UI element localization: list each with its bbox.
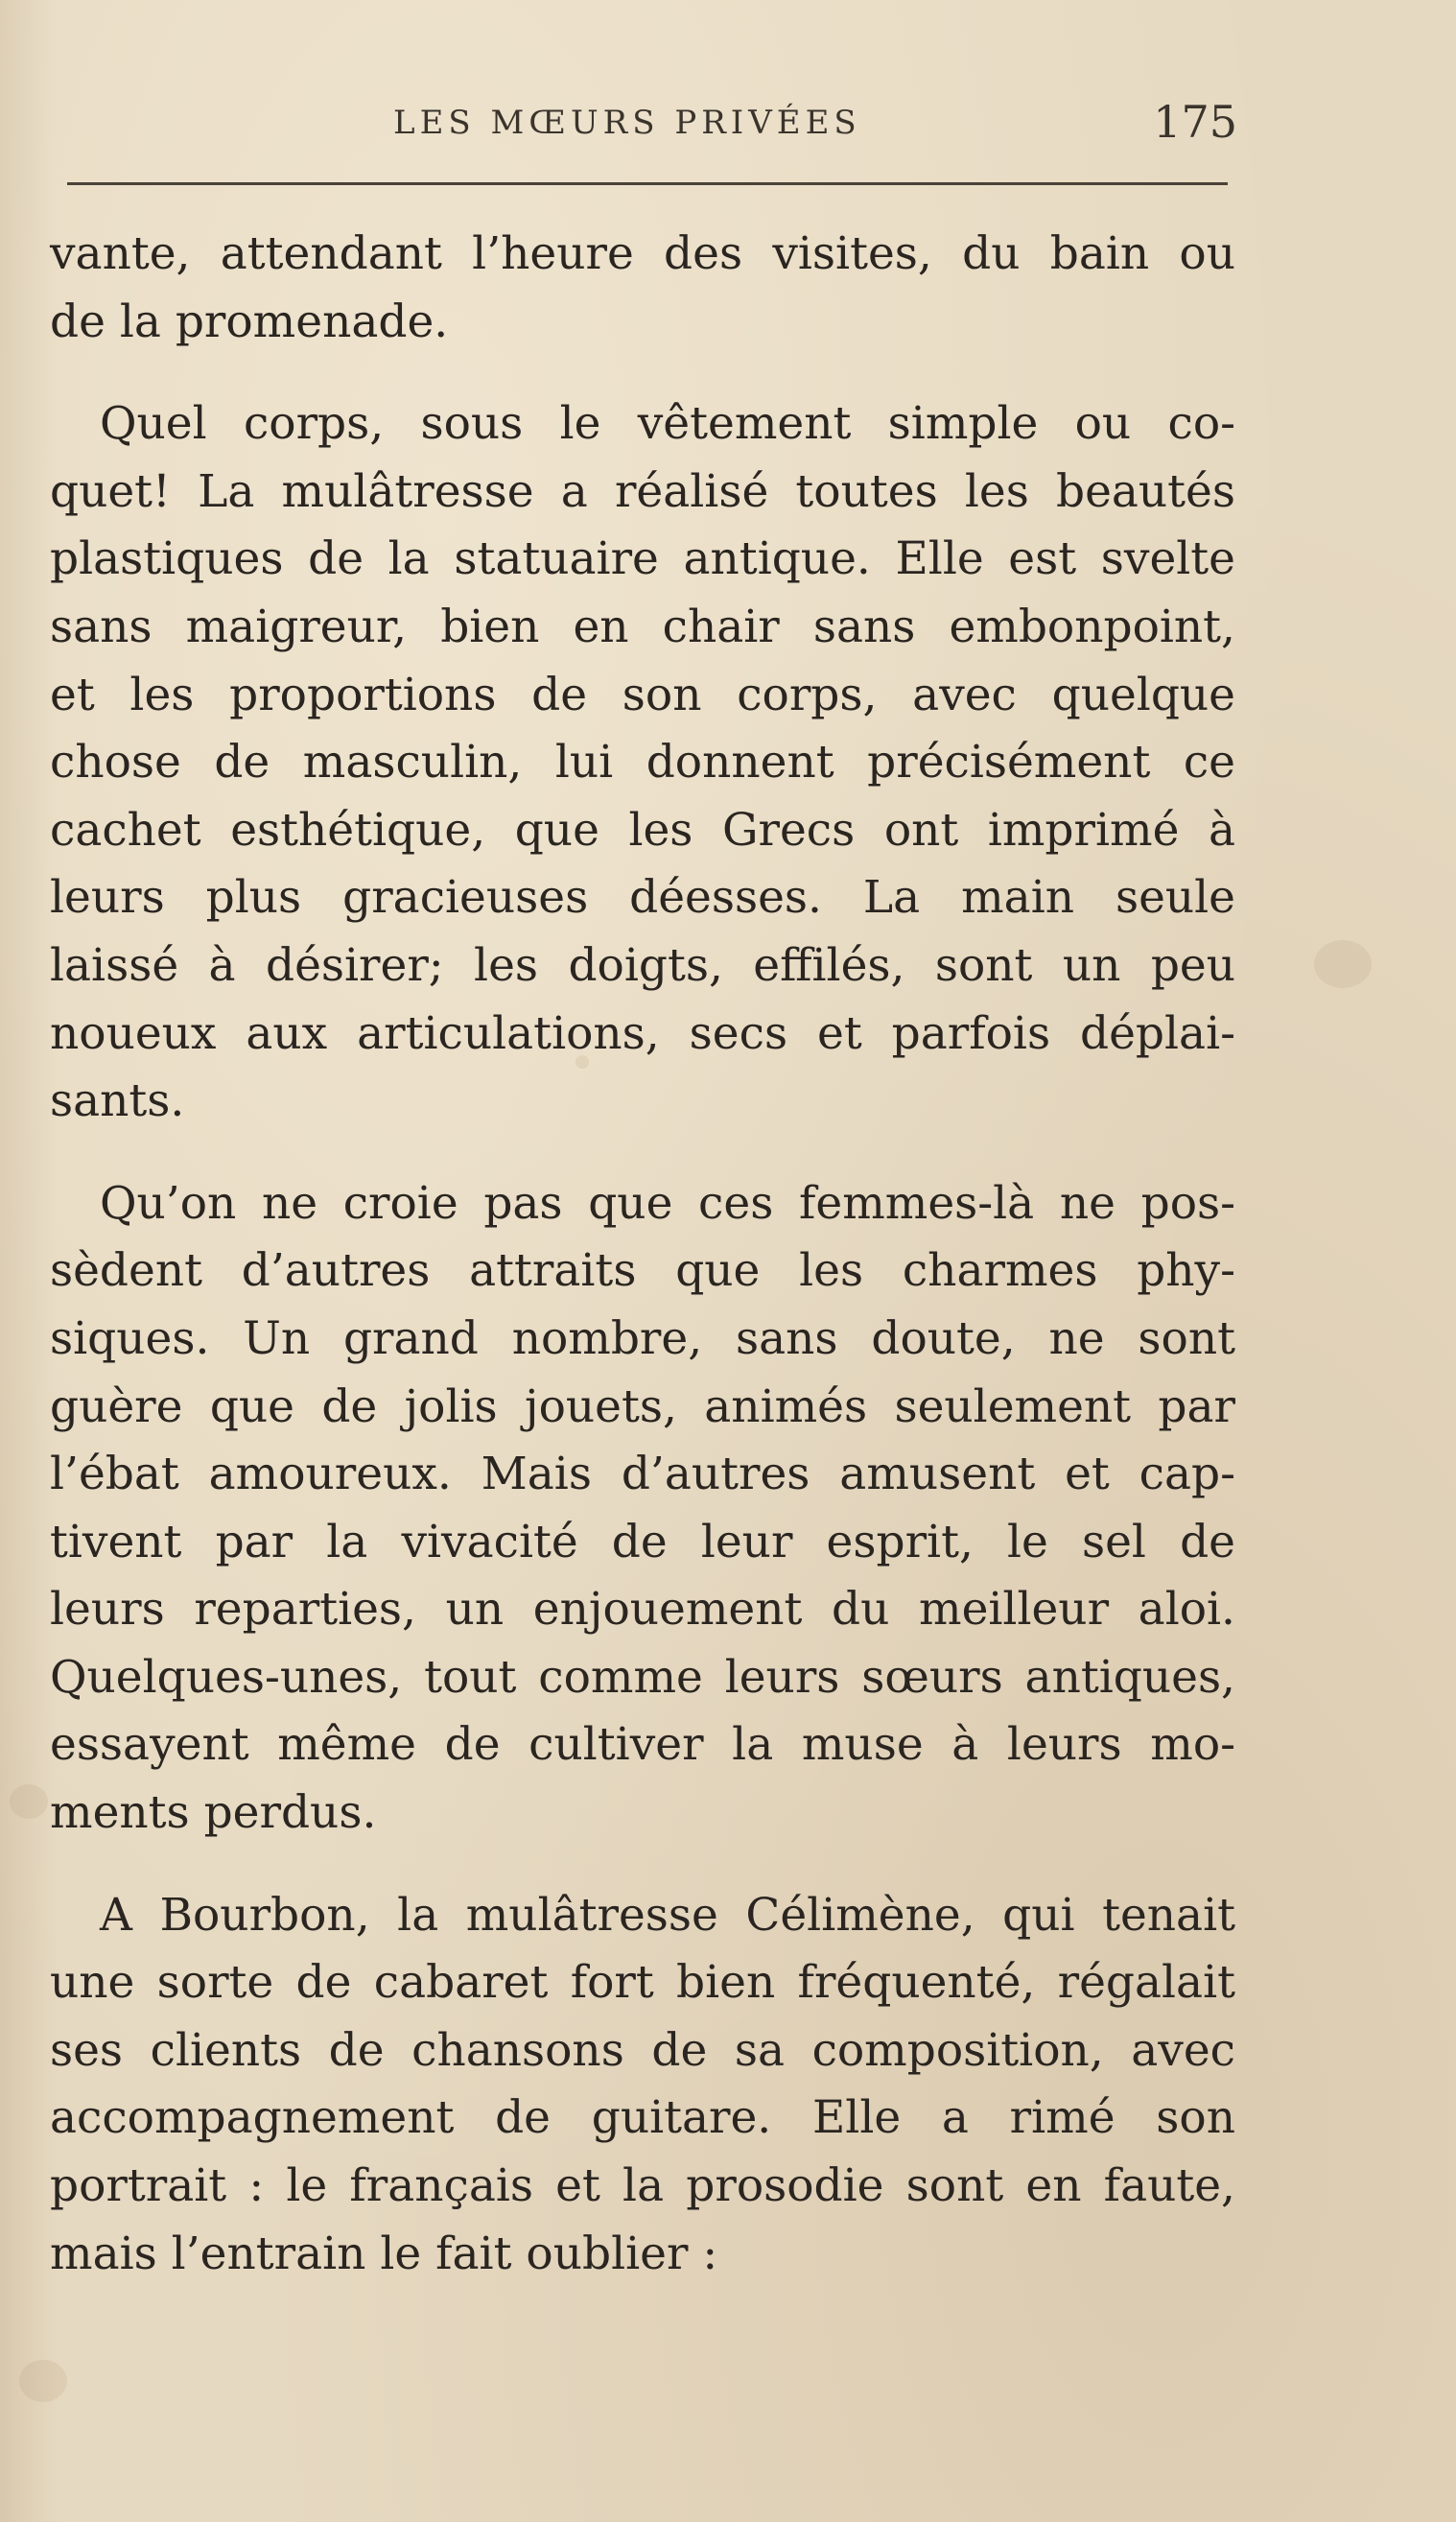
text-line: laissé à désirer; les doigts, effilés, sont un peu (50, 938, 1235, 992)
running-head (38, 96, 1237, 153)
text-line: ments perdus. (50, 1786, 377, 1840)
text-line: portrait : le français et la prosodie sont en faute, (50, 2159, 1235, 2213)
paragraph (50, 390, 1235, 1136)
text-line: sèdent d’autres attraits que les charmes phy- (50, 1244, 1235, 1298)
text-line: quet! La mulâtresse a réalisé toutes les beautés (50, 464, 1235, 518)
paragraph (50, 1882, 1235, 2289)
text-line: vante, attendant l’heure des visites, du bain ou (50, 227, 1235, 280)
text-line: Quelques-unes, tout comme leurs sœurs antiques, (50, 1650, 1235, 1704)
body-text (50, 221, 1235, 2288)
paragraph-gap (50, 1136, 1235, 1170)
text-line: cachet esthétique, que les Grecs ont imprimé à (50, 803, 1235, 857)
page-number: 175 (1153, 96, 1237, 148)
text-line: Qu’on ne croie pas que ces femmes-là ne pos- (100, 1176, 1235, 1230)
text-line: guère que de jolis jouets, animés seulement par (50, 1379, 1235, 1433)
text-line: de la promenade. (50, 295, 449, 348)
text-line: plastiques de la statuaire antique. Elle est svelte (50, 532, 1235, 586)
paper-stain (1314, 940, 1372, 988)
text-line: leurs plus gracieuses déesses. La main seule (50, 871, 1235, 925)
text-line: sants. (50, 1074, 185, 1128)
text-line: ses clients de chansons de sa composition, avec (50, 2023, 1235, 2077)
text-line: chose de masculin, lui donnent précisément ce (50, 736, 1235, 790)
text-line: A Bourbon, la mulâtresse Célimène, qui tenait (100, 1888, 1235, 1942)
text-line: tivent par la vivacité de leur esprit, le sel de (50, 1515, 1235, 1568)
text-line: l’ébat amoureux. Mais d’autres amusent et cap- (50, 1448, 1235, 1501)
text-line: accompagnement de guitare. Elle a rimé son (50, 2091, 1235, 2145)
paragraph-gap (50, 356, 1235, 390)
text-line: essayent même de cultiver la muse à leurs mo- (50, 1718, 1235, 1772)
header-rule (67, 182, 1228, 185)
text-line: et les proportions de son corps, avec quelque (50, 668, 1235, 721)
running-title: LES MŒURS PRIVÉES (393, 104, 861, 142)
paper-stain (19, 2360, 67, 2402)
paragraph (50, 221, 1235, 356)
text-line: noueux aux articulations, secs et parfois déplai- (50, 1006, 1235, 1060)
paragraph-gap (50, 1848, 1235, 1882)
text-line: Quel corps, sous le vêtement simple ou co- (100, 397, 1235, 451)
text-line: sans maigreur, bien en chair sans embonpoint, (50, 600, 1235, 653)
paragraph (50, 1170, 1235, 1848)
text-line: mais l’entrain le fait oublier : (50, 2227, 718, 2280)
text-line: une sorte de cabaret fort bien fréquenté, régalait (50, 1956, 1235, 2010)
paper-stain (10, 1784, 48, 1819)
text-line: leurs reparties, un enjouement du meilleur aloi. (50, 1583, 1235, 1637)
text-line: siques. Un grand nombre, sans doute, ne sont (50, 1311, 1235, 1365)
